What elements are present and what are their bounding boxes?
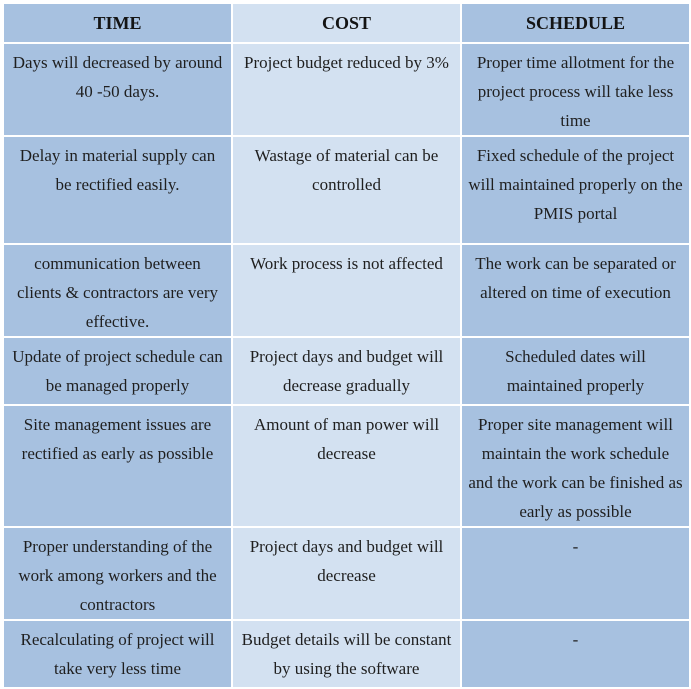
table-row xyxy=(4,245,689,336)
time-cell: Recalculating of project will take very less time xyxy=(4,621,231,687)
cost-cell: Project days and budget will decrease xyxy=(233,528,460,619)
cost-cell: Project days and budget will decrease gradually xyxy=(233,338,460,404)
cost-cell: Wastage of material can be controlled xyxy=(233,137,460,243)
time-cell: Update of project schedule can be managed properly xyxy=(4,338,231,404)
header-row xyxy=(4,4,689,42)
schedule-cell: - xyxy=(462,528,689,619)
header-time: TIME xyxy=(4,4,231,42)
table-row xyxy=(4,406,689,526)
schedule-cell: Scheduled dates will maintained properly xyxy=(462,338,689,404)
table-row xyxy=(4,621,689,687)
schedule-cell: The work can be separated or altered on time of execution xyxy=(462,245,689,336)
header-cost: COST xyxy=(233,4,460,42)
header-schedule: SCHEDULE xyxy=(462,4,689,42)
cost-cell: Work process is not affected xyxy=(233,245,460,336)
time-cell: Days will decreased by around 40 -50 days. xyxy=(4,44,231,135)
table-row xyxy=(4,137,689,243)
time-cell: communication between clients & contractors are very effective. xyxy=(4,245,231,336)
time-cell: Proper understanding of the work among workers and the contractors xyxy=(4,528,231,619)
cost-cell: Budget details will be constant by using the software xyxy=(233,621,460,687)
schedule-cell: Fixed schedule of the project will maintained properly on the PMIS portal xyxy=(462,137,689,243)
schedule-cell: - xyxy=(462,621,689,687)
table-row xyxy=(4,528,689,619)
cost-cell: Project budget reduced by 3% xyxy=(233,44,460,135)
table-row xyxy=(4,338,689,404)
time-cell: Site management issues are rectified as early as possible xyxy=(4,406,231,526)
cost-cell: Amount of man power will decrease xyxy=(233,406,460,526)
schedule-cell: Proper site management will maintain the work schedule and the work can be finished as early as possible xyxy=(462,406,689,526)
comparison-table xyxy=(2,2,691,689)
table-row xyxy=(4,44,689,135)
time-cell: Delay in material supply can be rectified easily. xyxy=(4,137,231,243)
schedule-cell: Proper time allotment for the project process will take less time xyxy=(462,44,689,135)
